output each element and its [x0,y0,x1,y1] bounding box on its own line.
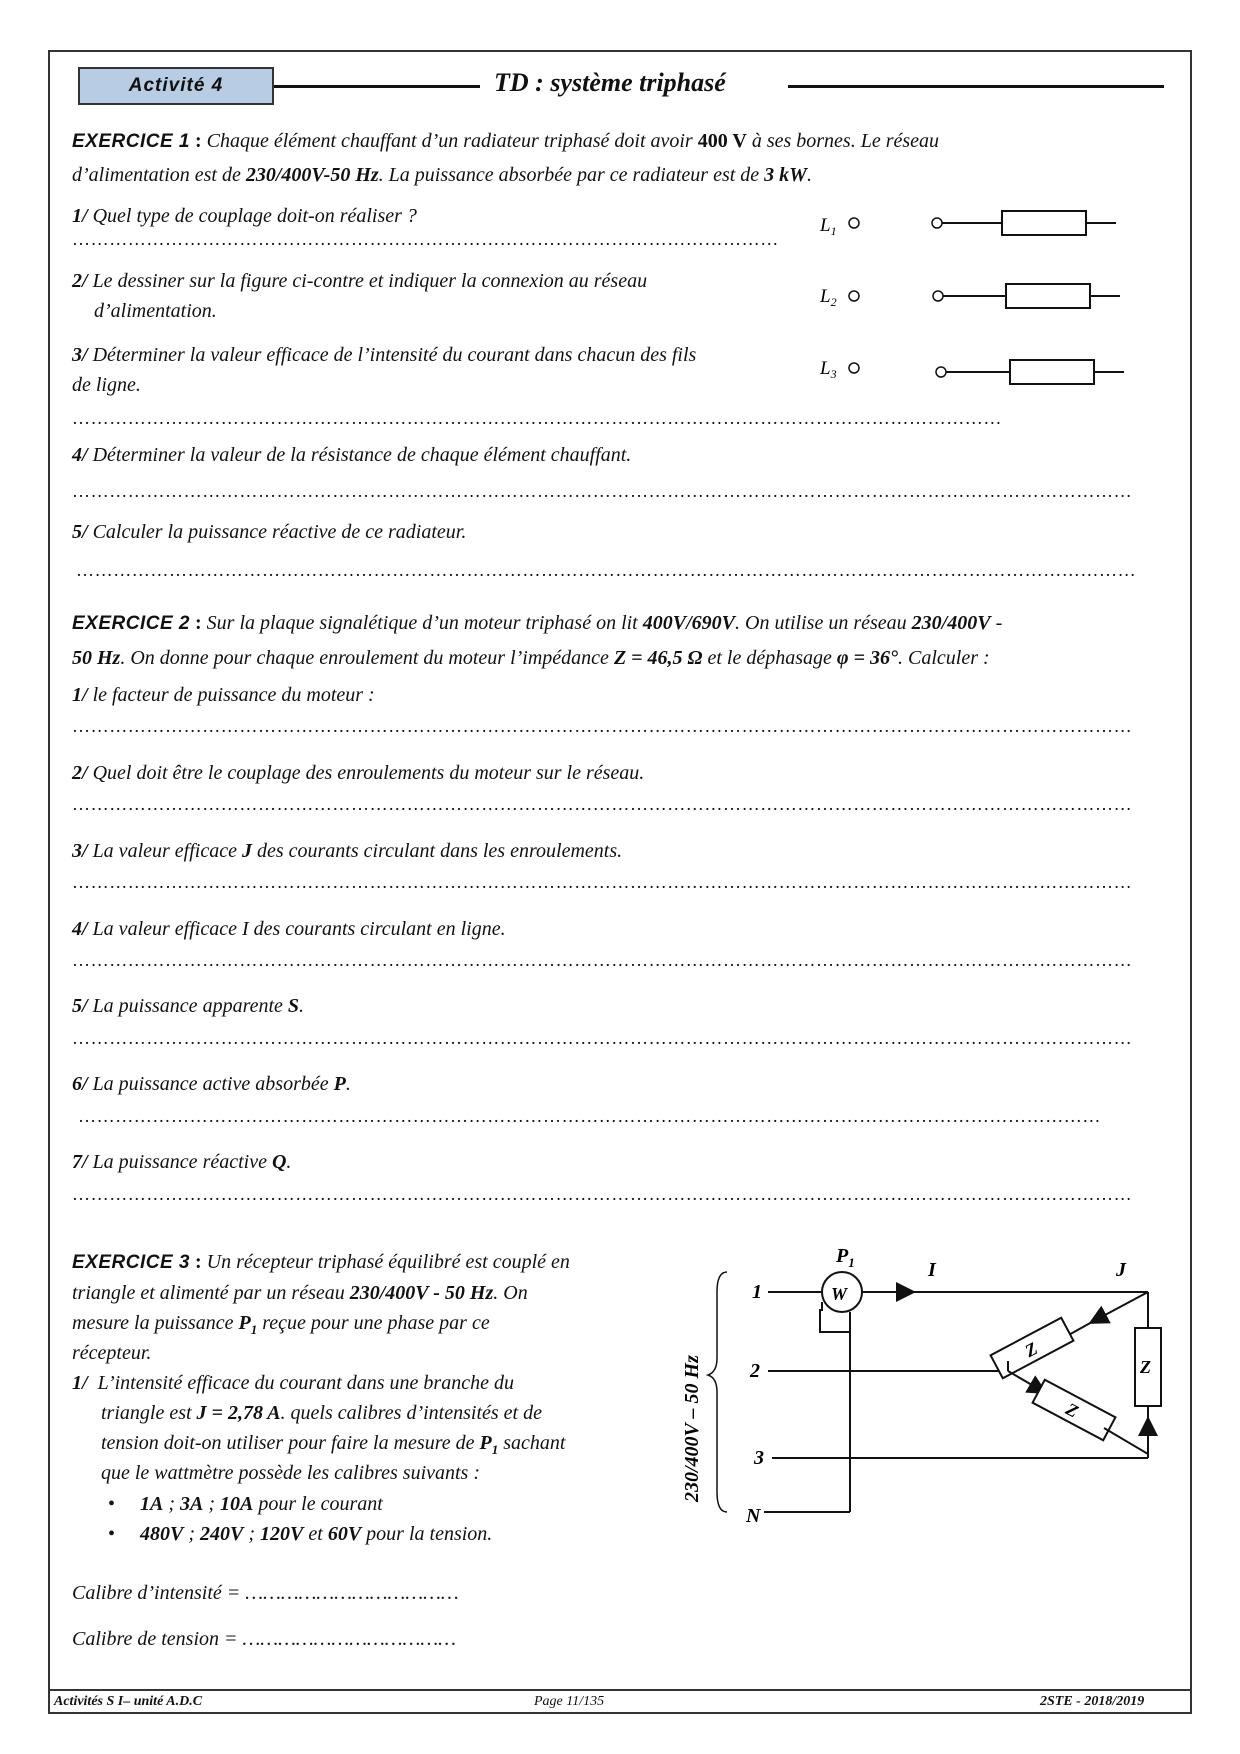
page-title: TD : système triphasé [494,68,726,97]
ex2-question-6: 6/ La puissance active absorbée P. [72,1073,351,1095]
wattmeter-label: W [831,1284,848,1304]
svg-text:Z: Z [1021,1338,1041,1361]
ex3-question-1-l3: tension doit-on utiliser pour faire la mesure de $P_1$ sachant [101,1432,566,1457]
ex3-intro-line4: récepteur. [72,1342,152,1364]
ex1-intro-line1: EXERCICE 1 : Chaque élément chauffant d’un radiateur triphasé doit avoir 400 V à ses bornes. Le réseau [72,130,940,152]
answer-line[interactable]: …………………………………………………………………………………………………………………………………… [72,408,1002,428]
ex1-question-4: 4/ Déterminer la valeur de la résistance de chaque élément chauffant. [72,444,632,466]
ex3-question-1: 1/ L’intensité efficace du courant dans une branche du [72,1372,514,1394]
footer-page-number: Page 11/135 [534,1694,605,1709]
terminal-l1[interactable] [849,218,859,228]
ex1-question-2: 2/ Le dessiner sur la figure ci-contre et indiquer la connexion au réseau [72,270,648,292]
answer-line[interactable]: ……………………………………………………………………………………………………………………………………………………… [72,1184,1133,1204]
impedance-z-upper [991,1318,1074,1379]
footer-rule [48,1689,1192,1691]
answer-line[interactable]: ……………………………………………………………………………………………………………………………………………………… [72,872,1133,892]
svg-text:Z: Z [1140,1357,1151,1377]
ex2-question-1: 1/ le facteur de puissance du moteur : [72,684,375,706]
heater-terminal[interactable] [933,291,943,301]
heating-element [1006,284,1090,308]
line-label-l3: $L_3$ [820,358,837,381]
current-j-label: J [1116,1259,1126,1281]
ex3-circuit-diagram [672,1240,1172,1540]
p1-label: $P_1$ [836,1245,855,1270]
ex2-intro-line2: 50 Hz. On donne pour chaque enroulement du moteur l’impédance Z = 46,5 Ω et le déphasage φ = 36°. Calculer : [72,647,990,669]
calibre-voltage[interactable]: Calibre de tension = ……………………………… [72,1628,456,1650]
heating-element [1010,360,1094,384]
terminal-n: N [746,1505,761,1527]
answer-line[interactable]: ……………………………………………………………………………………………………………………………………………………… [72,481,1133,501]
bullet-voltage: • 480V ; 240V ; 120V et 60V pour la tension. [108,1523,493,1545]
current-i-label: I [928,1259,936,1281]
footer-left: Activités S I– unité A.D.C [54,1694,203,1709]
terminal-l3[interactable] [849,363,859,373]
ex3-intro-line3: mesure la puissance $P_1$ reçue pour une phase par ce [72,1312,490,1337]
ex2-intro-line1: EXERCICE 2 : Sur la plaque signalétique d’un moteur triphasé on lit 400V/690V. On utilise un réseau 230/400V - [72,612,1003,634]
ex1-question-2-cont: d’alimentation. [94,300,217,322]
brace [708,1272,727,1512]
answer-line[interactable]: ………………………………………………………………………………………………………………………………………………… [78,1106,1101,1126]
heater-terminal[interactable] [932,218,942,228]
ex2-question-4: 4/ La valeur efficace I des courants circulant en ligne. [72,918,506,940]
ex1-question-3-cont: de ligne. [72,374,141,396]
ex1-question-3: 3/ Déterminer la valeur efficace de l’intensité du courant dans chacun des fils [72,344,697,366]
heating-element [1002,211,1086,235]
answer-line[interactable]: …………………………………………………………………………………………………… [72,229,779,249]
impedance-z-lower [1033,1380,1116,1441]
footer-right: 2STE - 2018/2019 [1040,1694,1145,1709]
terminal-1: 1 [752,1281,762,1303]
ex1-question-1: 1/ Quel type de couplage doit-on réaliser ? [72,205,417,227]
terminal-2: 2 [750,1360,760,1382]
answer-line[interactable]: ……………………………………………………………………………………………………………………………………………………… [72,1028,1133,1048]
ex2-question-3: 3/ La valeur efficace J des courants circulant dans les enroulements. [72,840,623,862]
line-label-l2: $L_2$ [820,286,837,309]
ex1-question-5: 5/ Calculer la puissance réactive de ce radiateur. [72,521,467,543]
ex3-intro-line1: EXERCICE 3 : Un récepteur triphasé équilibré est couplé en [72,1251,570,1273]
calibre-intensity[interactable]: Calibre d’intensité = ……………………………… [72,1582,459,1604]
impedance-z-vertical [1135,1328,1161,1406]
terminal-3: 3 [754,1447,764,1469]
bullet-current: • 1A ; 3A ; 10A pour le courant [108,1493,383,1515]
answer-line[interactable]: ……………………………………………………………………………………………………………………………………………………… [72,716,1133,736]
header-rule-right [788,85,1164,88]
svg-text:Z: Z [1062,1398,1082,1422]
ex1-intro-line2: d’alimentation est de 230/400V-50 Hz. La puissance absorbée par ce radiateur est de 3 kW. [72,164,812,186]
line-label-l1: $L_1$ [820,215,837,238]
answer-line[interactable]: ……………………………………………………………………………………………………………………………………………………… [76,560,1137,580]
ex2-question-2: 2/ Quel doit être le couplage des enroulements du moteur sur le réseau. [72,762,645,784]
ex3-question-1-l2: triangle est J = 2,78 A. quels calibres d’intensités et de [101,1402,542,1424]
activity-label: Activité 4 [78,67,274,105]
ex2-question-7: 7/ La puissance réactive Q. [72,1151,292,1173]
terminal-l2[interactable] [849,291,859,301]
ex3-intro-line2: triangle et alimenté par un réseau 230/400V - 50 Hz. On [72,1282,528,1304]
ex1-figure[interactable] [810,200,1140,390]
ex2-question-5: 5/ La puissance apparente S. [72,995,305,1017]
header-rule-left [274,85,480,88]
heater-terminal[interactable] [936,367,946,377]
ex3-question-1-l4: que le wattmètre possède les calibres suivants : [101,1462,481,1484]
answer-line[interactable]: ……………………………………………………………………………………………………………………………………………………… [72,794,1133,814]
network-label: 230/400V – 50 Hz [681,1355,703,1502]
answer-line[interactable]: ……………………………………………………………………………………………………………………………………………………… [72,950,1133,970]
